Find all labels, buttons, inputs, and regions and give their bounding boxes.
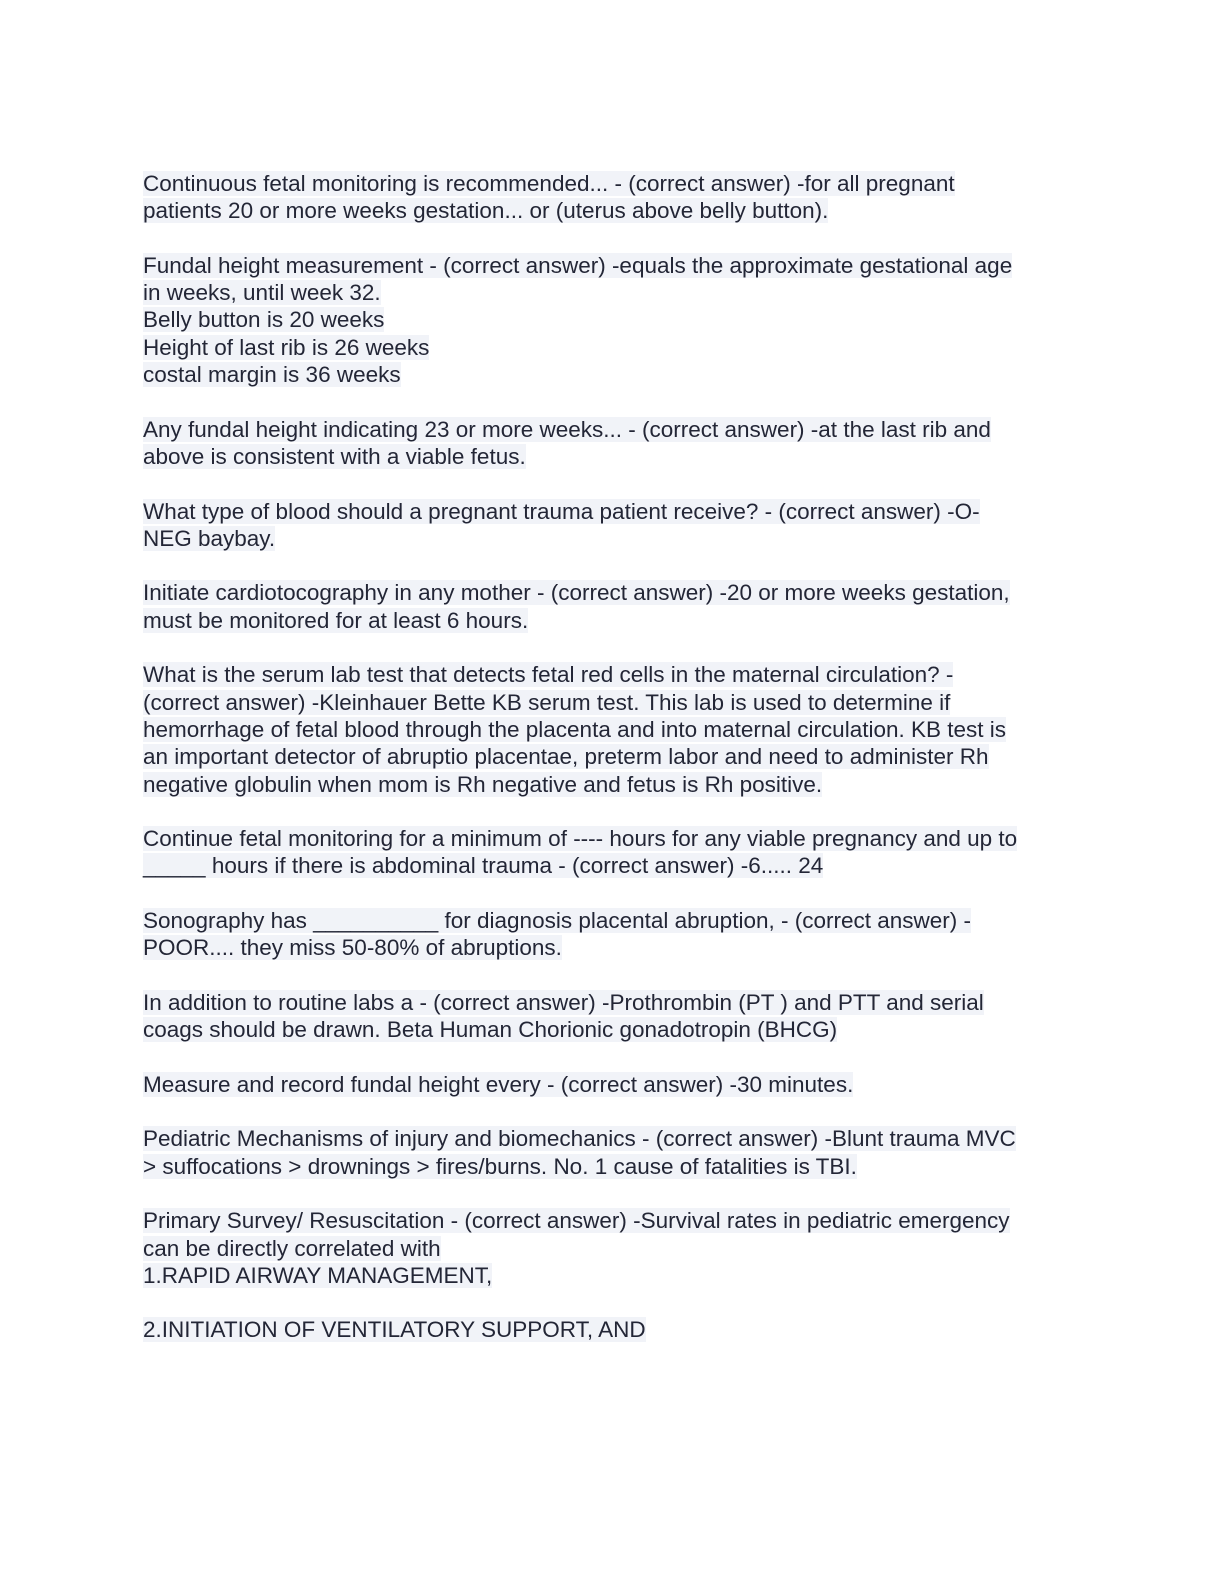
text-line: What type of blood should a pregnant trauma patient receive? - (correct answer) -O-	[143, 498, 980, 524]
text-line: 2.INITIATION OF VENTILATORY SUPPORT, AND	[143, 1317, 646, 1343]
qa-entry	[143, 661, 1083, 797]
text-line: In addition to routine labs a - (correct answer) -Prothrombin (PT ) and PTT and serial	[143, 989, 984, 1015]
text-line: NEG baybay.	[143, 525, 276, 551]
text-line: Fundal height measurement - (correct answer) -equals the approximate gestational age	[143, 252, 1013, 278]
text-line: Initiate cardiotocography in any mother - (correct answer) -20 or more weeks gestation,	[143, 580, 1010, 606]
text-line: 1.RAPID AIRWAY MANAGEMENT,	[143, 1262, 493, 1288]
qa-entry	[143, 1125, 1083, 1180]
text-line: coags should be drawn. Beta Human Chorionic gonadotropin (BHCG)	[143, 1017, 838, 1043]
text-line: Sonography has __________ for diagnosis placental abruption, - (correct answer) -	[143, 908, 971, 934]
document-page	[143, 170, 1083, 1344]
text-line: Height of last rib is 26 weeks	[143, 334, 430, 360]
text-line: Continue fetal monitoring for a minimum of ---- hours for any viable pregnancy and up to	[143, 826, 1018, 852]
text-line: _____ hours if there is abdominal trauma - (correct answer) -6..... 24	[143, 853, 824, 879]
qa-entry	[143, 989, 1083, 1044]
qa-entry	[143, 416, 1083, 471]
text-line: Any fundal height indicating 23 or more weeks... - (correct answer) -at the last rib and	[143, 416, 991, 442]
qa-entry	[143, 907, 1083, 962]
qa-entry	[143, 579, 1083, 634]
text-line: (correct answer) -Kleinhauer Bette KB serum test. This lab is used to determine if	[143, 689, 951, 715]
text-line: > suffocations > drownings > fires/burns. No. 1 cause of fatalities is TBI.	[143, 1153, 857, 1179]
text-line: can be directly correlated with	[143, 1235, 441, 1261]
text-line: POOR.... they miss 50-80% of abruptions.	[143, 935, 562, 961]
qa-entry	[143, 498, 1083, 553]
qa-entry	[143, 252, 1083, 388]
text-line: Primary Survey/ Resuscitation - (correct answer) -Survival rates in pediatric emergency	[143, 1208, 1010, 1234]
text-line: in weeks, until week 32.	[143, 280, 381, 306]
qa-entry	[143, 1207, 1083, 1289]
text-line: an important detector of abruptio placentae, preterm labor and need to administer Rh	[143, 744, 989, 770]
text-line: patients 20 or more weeks gestation... or (uterus above belly button).	[143, 198, 829, 224]
text-line: hemorrhage of fetal blood through the placenta and into maternal circulation. KB test is	[143, 716, 1007, 742]
text-line: Measure and record fundal height every - (correct answer) -30 minutes.	[143, 1071, 854, 1097]
qa-entry	[143, 1316, 1083, 1343]
text-line: above is consistent with a viable fetus.	[143, 443, 526, 469]
text-line: What is the serum lab test that detects fetal red cells in the maternal circulation? -	[143, 662, 954, 688]
qa-entry	[143, 825, 1083, 880]
text-line: Continuous fetal monitoring is recommended... - (correct answer) -for all pregnant	[143, 171, 955, 196]
text-line: must be monitored for at least 6 hours.	[143, 607, 529, 633]
text-line: Belly button is 20 weeks	[143, 307, 385, 333]
text-line: Pediatric Mechanisms of injury and biomechanics - (correct answer) -Blunt trauma MVC	[143, 1126, 1016, 1152]
text-line: costal margin is 36 weeks	[143, 362, 401, 388]
qa-entry	[143, 170, 1083, 225]
qa-entry	[143, 1071, 1083, 1098]
text-line: negative globulin when mom is Rh negative and fetus is Rh positive.	[143, 771, 823, 797]
